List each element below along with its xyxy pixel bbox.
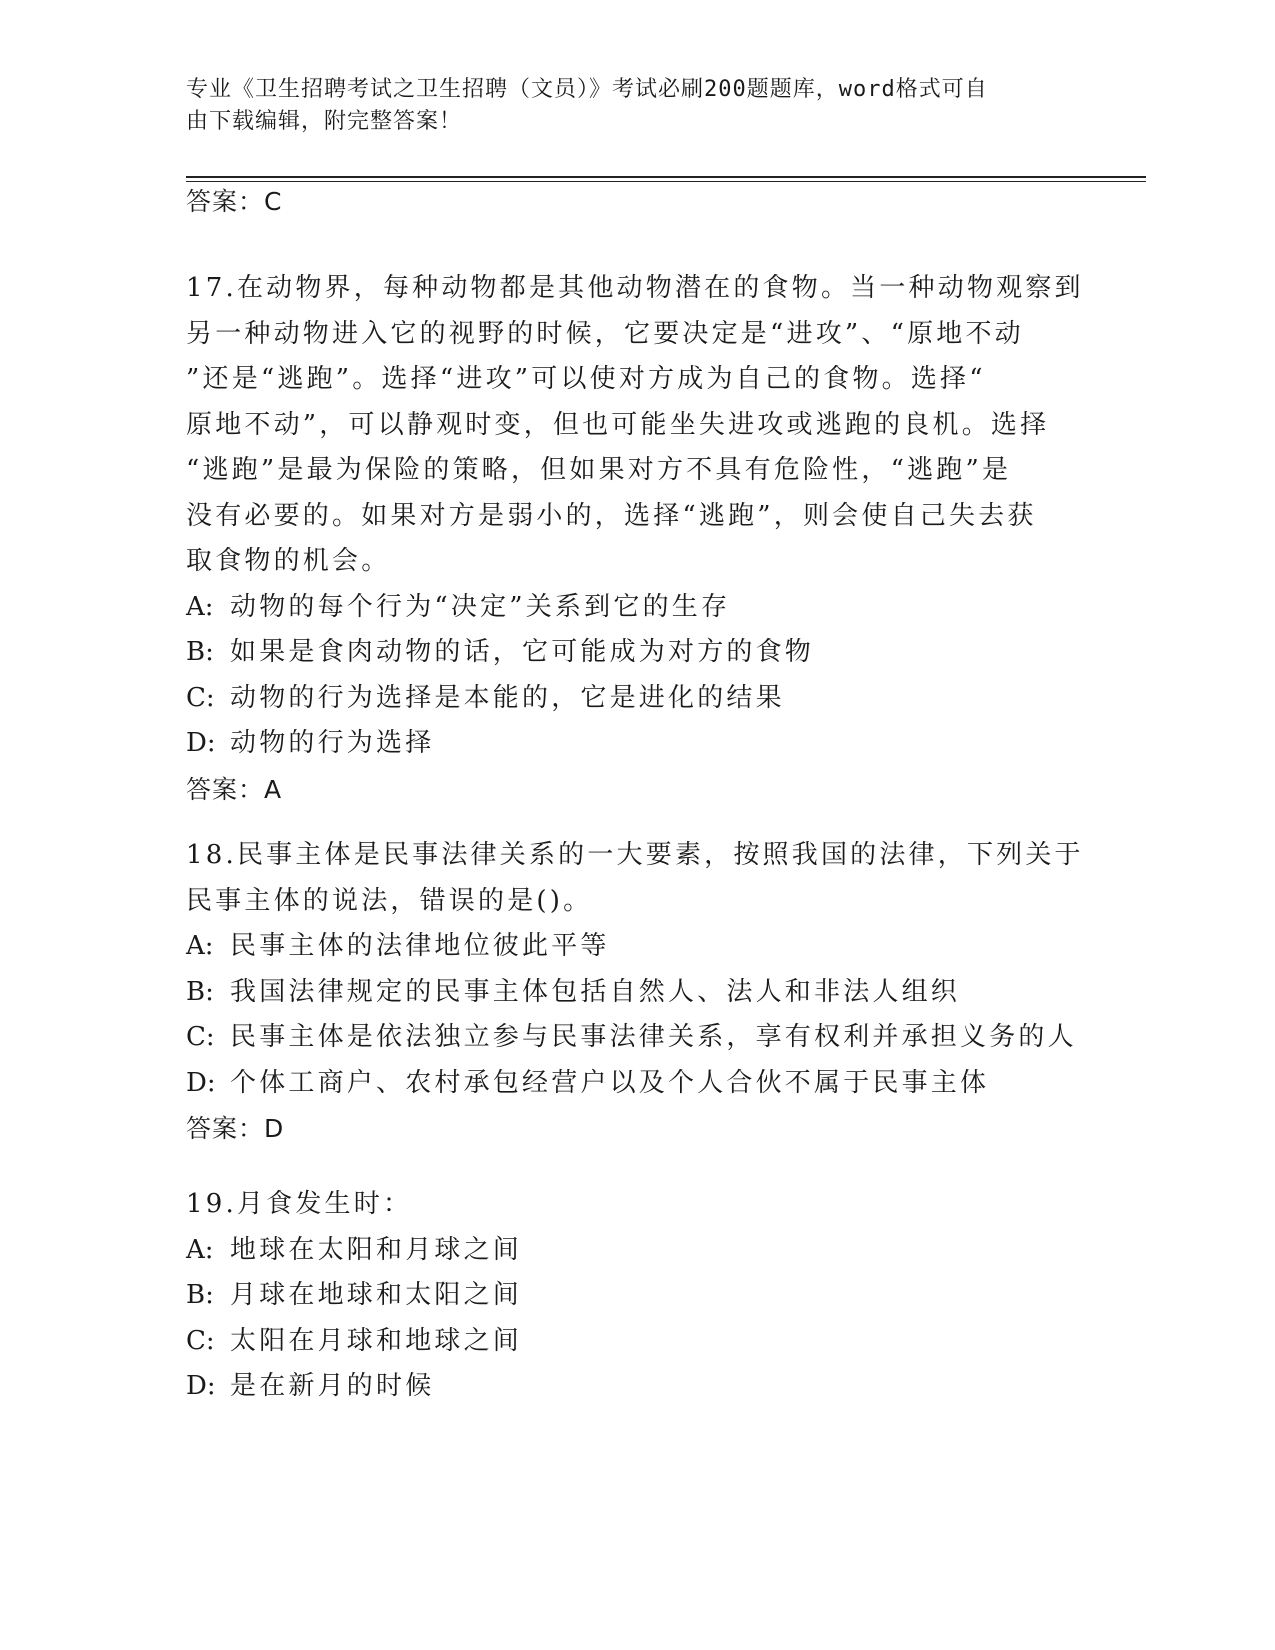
question-17-line: 17.在动物界，每种动物都是其他动物潜在的食物。当一种动物观察到 bbox=[186, 273, 1084, 303]
header-divider-thick bbox=[186, 176, 1146, 178]
question-19-line: 19.月食发生时： bbox=[186, 1189, 413, 1219]
answer-17: 答案：A bbox=[186, 774, 283, 804]
question-17-line: 没有必要的。如果对方是弱小的，选择“逃跑”，则会使自己失去获 bbox=[186, 500, 1037, 531]
question-18 bbox=[186, 833, 1086, 1152]
option-text: 月球在地球和太阳之间 bbox=[230, 1280, 523, 1310]
option-a bbox=[186, 585, 1086, 631]
option-d bbox=[186, 1061, 1086, 1107]
option-b bbox=[186, 630, 1086, 676]
option-d bbox=[186, 721, 1086, 767]
option-letter: D: bbox=[186, 1067, 216, 1098]
question-19 bbox=[186, 1182, 1086, 1410]
question-17-line: “逃跑”是最为保险的策略，但如果对方不具有危险性，“逃跑”是 bbox=[186, 455, 1012, 485]
option-letter: A: bbox=[186, 1234, 214, 1265]
question-17-line: 取食物的机会。 bbox=[186, 546, 391, 576]
question-17-line: 另一种动物进入它的视野的时候，它要决定是“进攻”、“原地不动 bbox=[186, 318, 1024, 349]
option-letter: D: bbox=[186, 1371, 216, 1401]
option-letter: C: bbox=[186, 1325, 215, 1356]
option-letter: C: bbox=[186, 682, 215, 713]
option-a bbox=[186, 1228, 1086, 1274]
option-text: 民事主体是依法独立参与民事法律关系，享有权利并承担义务的人 bbox=[230, 1022, 1077, 1052]
option-a bbox=[186, 924, 1086, 970]
answer-16: 答案：C bbox=[186, 187, 283, 216]
option-text: 太阳在月球和地球之间 bbox=[230, 1325, 523, 1356]
header-line-2: 由下载编辑，附完整答案！ bbox=[186, 109, 463, 134]
option-text: 地球在太阳和月球之间 bbox=[230, 1234, 523, 1265]
option-letter: D: bbox=[186, 728, 216, 758]
document-header bbox=[186, 74, 1086, 138]
option-letter: C: bbox=[186, 1022, 215, 1052]
option-text: 动物的每个行为“决定”关系到它的生存 bbox=[230, 591, 731, 622]
question-17-line: ”还是“逃跑”。选择“进攻”可以使对方成为自己的食物。选择“ bbox=[186, 364, 986, 394]
option-letter: A: bbox=[186, 931, 214, 961]
question-18-line: 18.民事主体是民事法律关系的一大要素，按照我国的法律，下列关于 bbox=[186, 840, 1084, 870]
option-b bbox=[186, 970, 1086, 1016]
question-18-line: 民事主体的说法，错误的是()。 bbox=[186, 885, 593, 916]
question-17 bbox=[186, 266, 1086, 813]
option-letter: B: bbox=[186, 976, 214, 1007]
option-text: 我国法律规定的民事主体包括自然人、法人和非法人组织 bbox=[230, 976, 961, 1007]
option-text: 如果是食肉动物的话，它可能成为对方的食物 bbox=[230, 637, 815, 667]
option-text: 动物的行为选择是本能的，它是进化的结果 bbox=[230, 682, 785, 713]
option-c bbox=[186, 1319, 1086, 1365]
option-text: 民事主体的法律地位彼此平等 bbox=[230, 931, 610, 961]
question-17-line: 原地不动”，可以静观时变，但也可能坐失进攻或逃跑的良机。选择 bbox=[186, 409, 1050, 440]
option-c bbox=[186, 1015, 1086, 1061]
option-text: 个体工商户、农村承包经营户以及个人合伙不属于民事主体 bbox=[230, 1067, 990, 1098]
answer-18: 答案：D bbox=[186, 1114, 285, 1143]
header-line-1: 专业《卫生招聘考试之卫生招聘（文员）》考试必刷200题题库，word格式可自 bbox=[186, 77, 988, 102]
option-c bbox=[186, 676, 1086, 722]
option-letter: B: bbox=[186, 1280, 214, 1310]
option-text: 动物的行为选择 bbox=[230, 728, 435, 758]
option-b bbox=[186, 1273, 1086, 1319]
option-letter: B: bbox=[186, 637, 214, 667]
option-letter: A: bbox=[186, 591, 214, 622]
option-d bbox=[186, 1364, 1086, 1410]
option-text: 是在新月的时候 bbox=[230, 1371, 435, 1401]
